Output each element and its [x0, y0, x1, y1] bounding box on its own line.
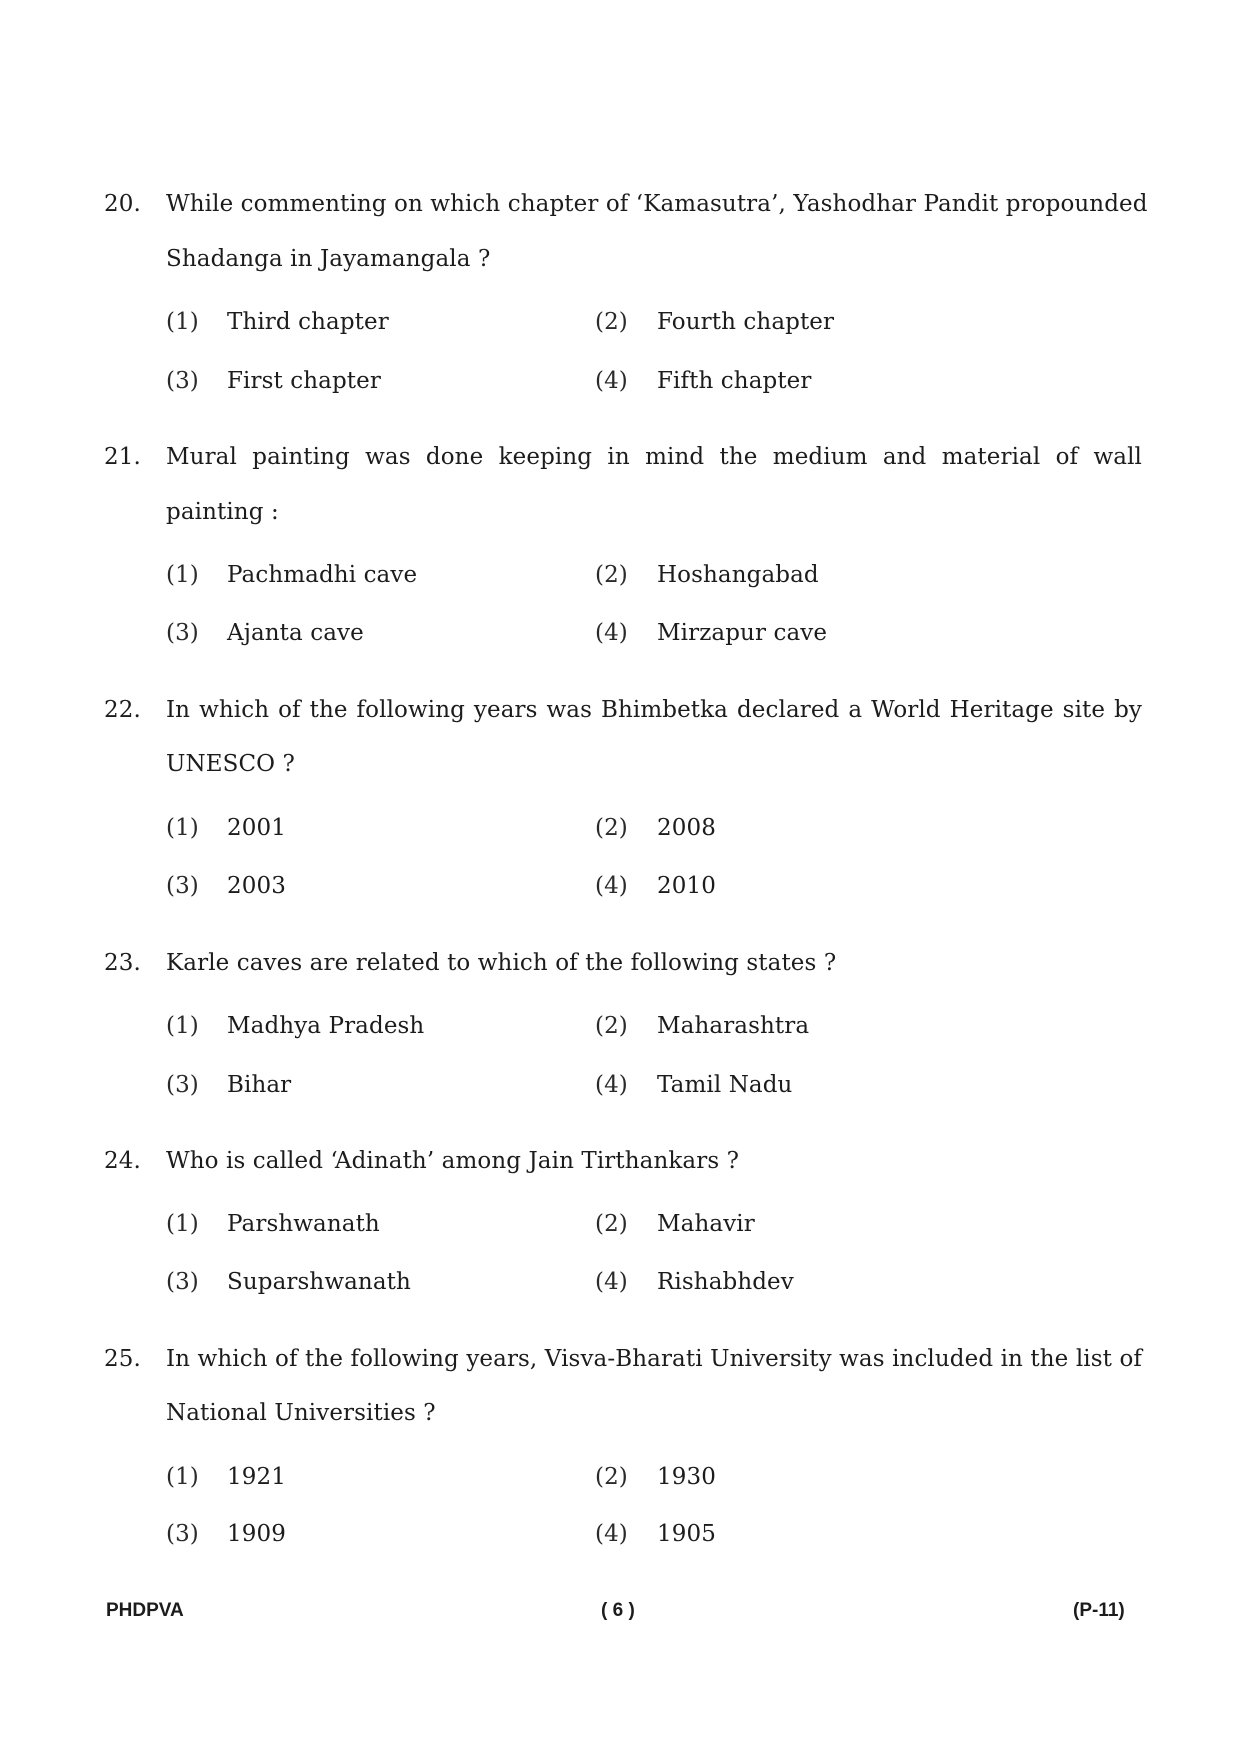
option-text: First chapter [227, 368, 381, 394]
option-number: (4) [595, 1269, 628, 1295]
option-text: Pachmadhi cave [227, 562, 418, 588]
option-text: Third chapter [227, 309, 389, 335]
question-number: 23. [104, 950, 141, 976]
option-text: Bihar [227, 1072, 292, 1098]
option-text: 2003 [227, 873, 286, 899]
option-text: Mahavir [657, 1211, 755, 1237]
question-text-line: UNESCO ? [166, 751, 295, 777]
option-text: Maharashtra [657, 1013, 810, 1039]
option-number: (4) [595, 368, 628, 394]
question-number: 25. [104, 1346, 141, 1372]
option-number: (1) [166, 1013, 199, 1039]
option-text: 2001 [227, 815, 286, 841]
option-number: (2) [595, 1211, 628, 1237]
option-number: (3) [166, 1269, 199, 1295]
option-text: Rishabhdev [657, 1269, 794, 1295]
question-number: 21. [104, 444, 141, 470]
question-text-line: Mural painting was done keeping in mind the medium and material of wall [166, 444, 1142, 470]
question-text-line: painting : [166, 499, 279, 525]
question-text-line: Shadanga in Jayamangala ? [166, 246, 491, 272]
question-text-line: Karle caves are related to which of the following states ? [166, 950, 837, 976]
question-text-line: In which of the following years was Bhimbetka declared a World Heritage site by [166, 697, 1142, 723]
option-number: (2) [595, 815, 628, 841]
option-number: (3) [166, 873, 199, 899]
option-number: (1) [166, 1211, 199, 1237]
question-number: 20. [104, 191, 141, 217]
option-number: (1) [166, 562, 199, 588]
option-text: Madhya Pradesh [227, 1013, 425, 1039]
option-number: (4) [595, 1521, 628, 1547]
option-number: (3) [166, 1521, 199, 1547]
question-number: 24. [104, 1148, 141, 1174]
option-number: (1) [166, 309, 199, 335]
question-number: 22. [104, 697, 141, 723]
option-number: (4) [595, 873, 628, 899]
option-text: 1909 [227, 1521, 286, 1547]
option-number: (3) [166, 368, 199, 394]
option-number: (4) [595, 1072, 628, 1098]
option-text: 2008 [657, 815, 716, 841]
option-text: 1921 [227, 1464, 286, 1490]
question-text-line: National Universities ? [166, 1400, 436, 1426]
option-number: (2) [595, 1464, 628, 1490]
option-number: (2) [595, 1013, 628, 1039]
question-text-line: In which of the following years, Visva-Bharati University was included in the list of [166, 1346, 1142, 1372]
option-number: (1) [166, 1464, 199, 1490]
question-text-line: Who is called ‘Adinath’ among Jain Tirthankars ? [166, 1148, 740, 1174]
option-number: (3) [166, 1072, 199, 1098]
question-text-line: While commenting on which chapter of ‘Kamasutra’, Yashodhar Pandit propounded [166, 191, 1148, 217]
footer-paper-code: PHDPVA [106, 1600, 184, 1621]
option-number: (3) [166, 620, 199, 646]
option-text: Suparshwanath [227, 1269, 411, 1295]
option-text: 1930 [657, 1464, 716, 1490]
option-text: Hoshangabad [657, 562, 819, 588]
option-text: Fifth chapter [657, 368, 812, 394]
option-number: (1) [166, 815, 199, 841]
option-number: (2) [595, 309, 628, 335]
option-number: (2) [595, 562, 628, 588]
option-text: Mirzapur cave [657, 620, 828, 646]
option-text: Fourth chapter [657, 309, 835, 335]
option-text: Ajanta cave [227, 620, 364, 646]
option-text: Parshwanath [227, 1211, 380, 1237]
footer-reference: (P-11) [1073, 1600, 1125, 1621]
option-text: Tamil Nadu [657, 1072, 793, 1098]
footer-page-number: ( 6 ) [601, 1600, 635, 1621]
option-text: 1905 [657, 1521, 716, 1547]
option-text: 2010 [657, 873, 716, 899]
option-number: (4) [595, 620, 628, 646]
